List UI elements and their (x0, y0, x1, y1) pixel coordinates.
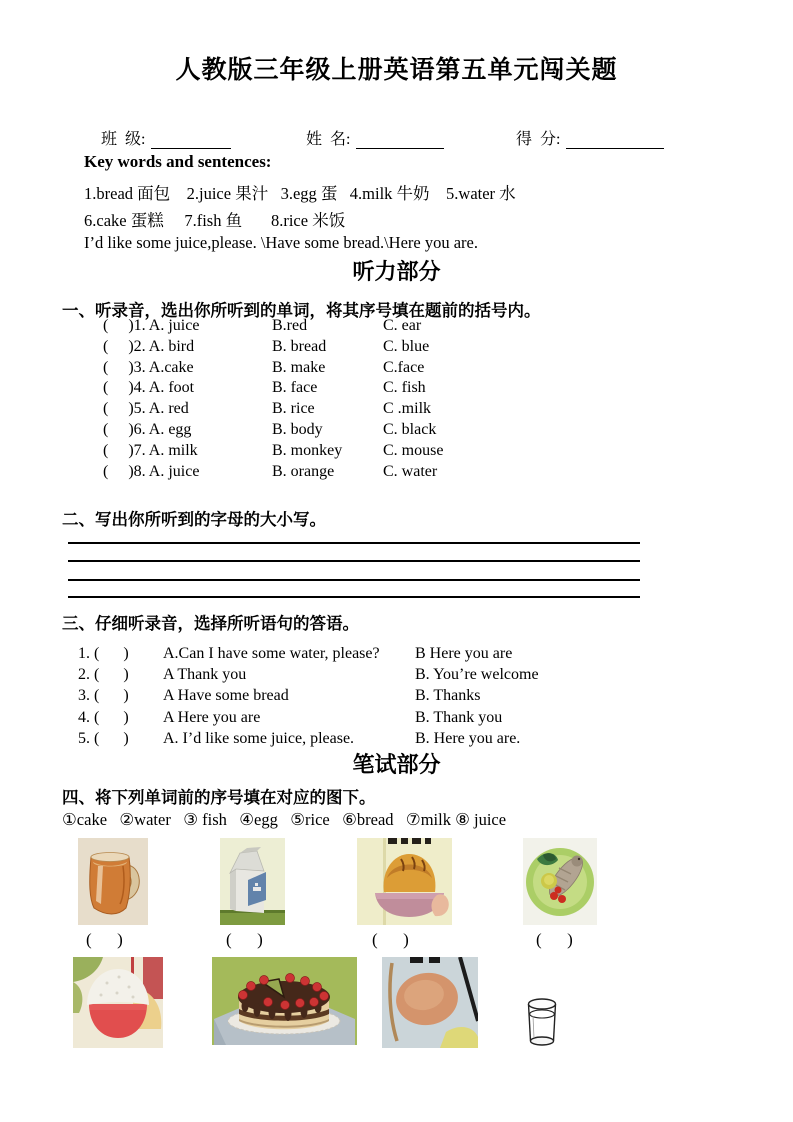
answer-blank-2: ( ) (226, 930, 263, 949)
answer-line (68, 596, 640, 598)
part3-instruction: 三、仔细听录音，选择所听语句的答语。 (62, 614, 359, 633)
egg-image (382, 957, 478, 1048)
bread-on-plate-image (357, 838, 452, 925)
keywords-line3: I’d like some juice,please. \Have some bread.\Here you are. (84, 233, 479, 252)
water-glass-image (523, 997, 561, 1047)
keywords-heading: Key words and sentences: (84, 152, 272, 171)
part1-row: ( )2. A. bird B. bread C. blue (103, 337, 430, 355)
answer-line (68, 542, 640, 544)
class-label: 班 级: (101, 131, 146, 148)
part1-choice-list (103, 317, 443, 483)
name-label: 姓 名: (306, 131, 351, 148)
score-field (500, 108, 664, 167)
part1-row: ( )1. A. juice B.red C. ear (103, 317, 422, 334)
part3-row: 5. ( ) A. I’d like some juice, please. B. Here you are. (78, 729, 521, 747)
score-blank-line (566, 133, 664, 149)
answer-blank-1: ( ) (86, 930, 123, 949)
part1-row: ( )6. A. egg B. body C. black (103, 420, 437, 438)
name-blank-line (356, 133, 444, 149)
part1-row: ( )3. A.cake B. make C.face (103, 358, 425, 376)
answer-line (68, 560, 640, 562)
part3-response-list (78, 645, 539, 751)
keywords-line2: 6.cake 蛋糕 7.fish 鱼 8.rice 米饭 (84, 211, 346, 230)
part3-row: 4. ( ) A Here you are B. Thank you (78, 708, 503, 726)
part4-word-bank: ①cake ②water ③ fish ④egg ⑤rice ⑥bread ⑦milk ⑧ juice (62, 810, 507, 829)
answer-blank-3: ( ) (372, 930, 409, 949)
keywords-line1: 1.bread 面包 2.juice 果汁 3.egg 蛋 4.milk 牛奶 5.water 水 (84, 184, 516, 203)
part1-row: ( )4. A. foot B. face C. fish (103, 379, 426, 397)
part1-row: ( )7. A. milk B. monkey C. mouse (103, 441, 444, 459)
part3-row: 1. ( ) A.Can I have some water, please? B Here you are (78, 645, 513, 662)
part3-row: 2. ( ) A Thank you B. You’re welcome (78, 666, 539, 684)
part1-row: ( )8. A. juice B. orange C. water (103, 462, 438, 480)
class-blank-line (151, 133, 231, 149)
part2-instruction: 二、写出你所听到的字母的大小写。 (62, 510, 326, 529)
chocolate-cake-image (212, 957, 357, 1045)
juice-pitcher-image (78, 838, 148, 925)
name-field (290, 108, 444, 167)
fish-on-plate-image (523, 838, 597, 925)
listening-section-title: 听力部分 (352, 259, 441, 284)
answer-line (68, 579, 640, 581)
page-title: 人教版三年级上册英语第五单元闯关题 (175, 57, 618, 84)
part3-row: 3. ( ) A Have some bread B. Thanks (78, 687, 481, 705)
part4-instruction: 四、将下列单词前的序号填在对应的图下。 (62, 788, 376, 807)
milk-carton-image (220, 838, 285, 925)
written-section-title: 笔试部分 (352, 752, 441, 777)
rice-bowl-image (73, 957, 163, 1048)
answer-blank-4: ( ) (536, 930, 573, 949)
part1-instruction: 一、听录音，选出你所听到的单词，将其序号填在题前的括号内。 (62, 301, 541, 320)
score-label: 得 分: (516, 131, 561, 148)
part1-row: ( )5. A. red B. rice C .milk (103, 400, 432, 418)
